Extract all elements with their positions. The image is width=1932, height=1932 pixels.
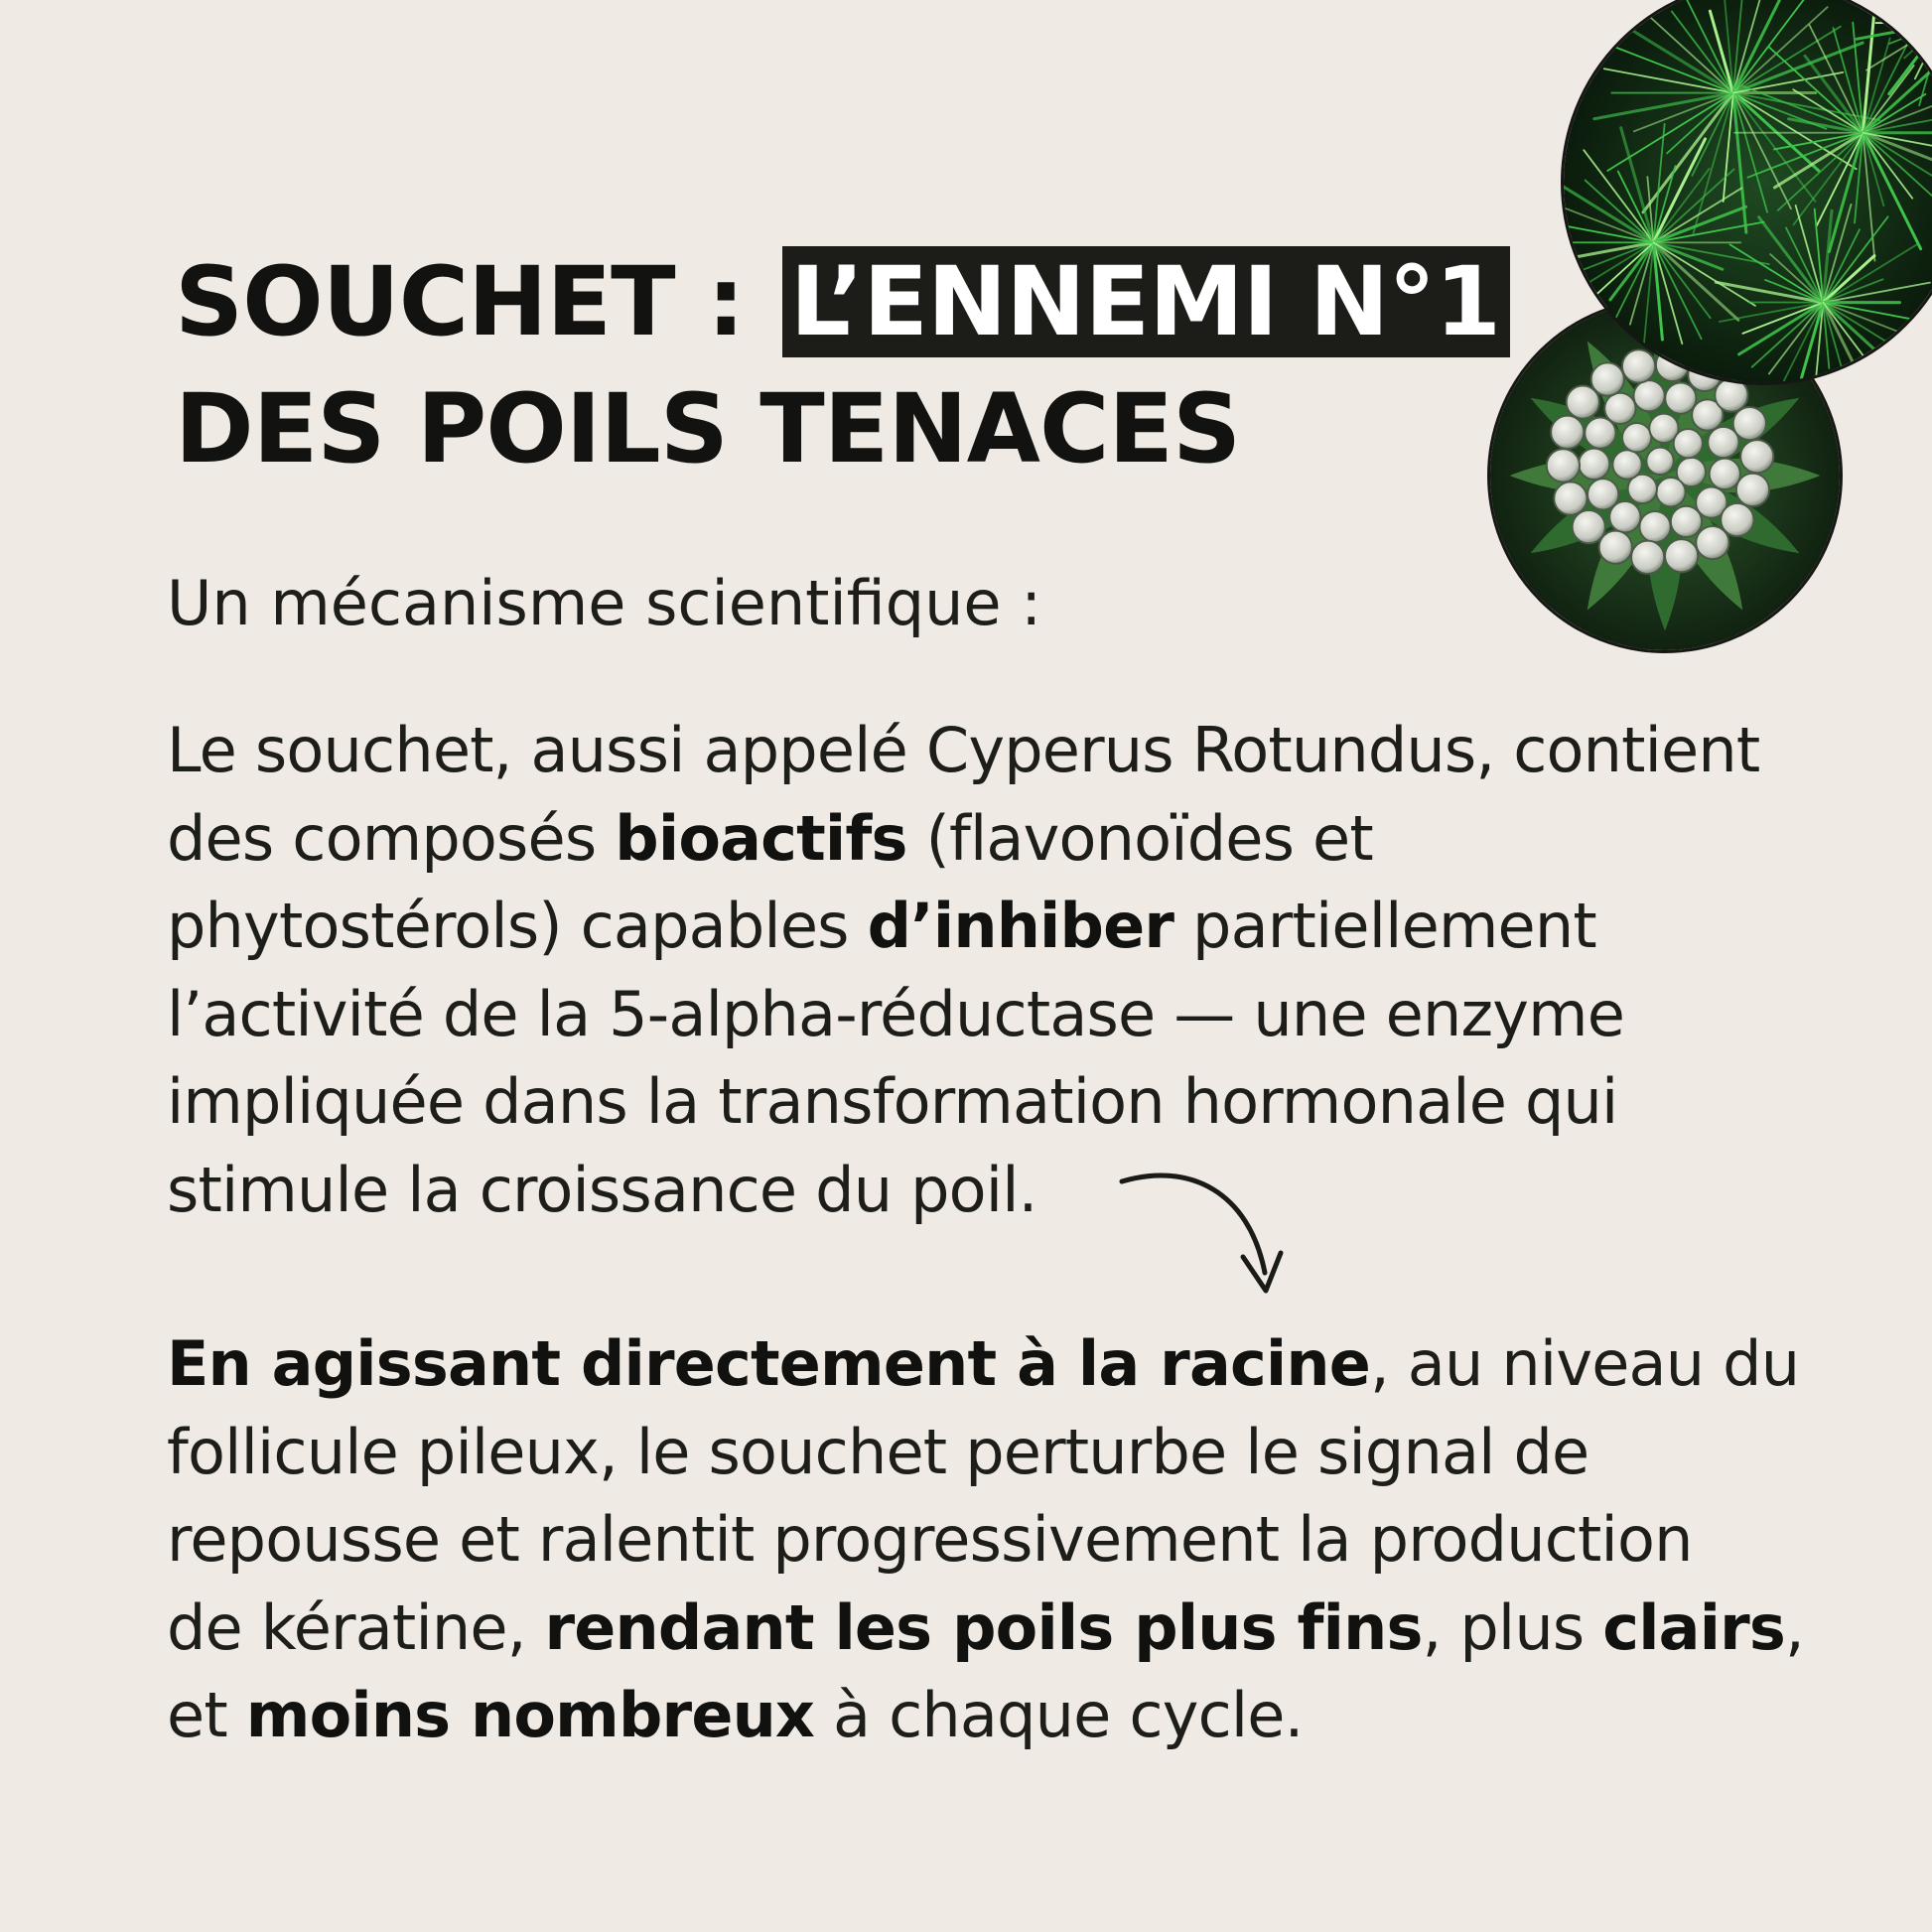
flower-bud [1612,450,1641,479]
text: phytostérols) capables [167,890,868,962]
plant-stem [1902,0,1932,23]
flower-bud [1733,407,1766,440]
text: de kératine, [167,1590,545,1664]
title-line-1 [175,238,1510,365]
p1-line: impliquée dans la transformation hormonale qui [167,1065,1618,1138]
flower-bud [1547,449,1580,482]
plant-stem [1927,0,1932,23]
flower-bud [1554,482,1587,514]
paragraph-mechanism [167,707,1795,1234]
emphasis: d’inhiber [867,890,1174,962]
p2-line [167,1320,1800,1409]
intro-text: Un mécanisme scientifique : [167,567,1042,639]
flower-bud [1736,474,1769,506]
flower-bud [1631,541,1664,574]
flower-bud [1599,531,1632,564]
text: des composés [167,801,616,875]
text: à chaque cycle. [814,1679,1304,1751]
flower-bud [1710,459,1740,489]
emphasis: moins nombreux [245,1679,815,1751]
flower-bud [1591,362,1624,395]
text: et [167,1679,246,1751]
flower-bud [1573,510,1605,543]
paragraph-effect [167,1320,1804,1760]
flower-bud [1579,449,1609,480]
text: , plus [1422,1590,1603,1664]
p2-line: repousse et ralentit progressivement la production [167,1503,1693,1576]
flower-bud [1665,539,1698,572]
flower-bud [1740,440,1773,473]
flower-bud [1587,479,1618,509]
p2-line [167,1585,1804,1673]
p1-line: stimule la croissance du poil. [167,1153,1037,1226]
text: , [1785,1590,1804,1664]
flower-bud [1604,393,1635,424]
p1-line [167,795,1795,884]
flower-bud [1622,349,1655,382]
flower-bud [1551,416,1584,449]
text: partiellement [1173,890,1596,962]
emphasis: clairs [1602,1590,1786,1664]
plant-stem [1904,0,1932,23]
flower-bud [1674,429,1703,458]
p1-line: l’activité de la 5-alpha-réductase — une enzyme [167,977,1625,1050]
emphasis: En agissant directement à la racine [167,1327,1370,1400]
flower-bud [1721,503,1753,536]
flower-bud [1633,380,1664,411]
flower-bud [1639,511,1670,542]
flower-bud [1671,506,1702,537]
curved-arrow-icon [1110,1162,1289,1320]
cyperus-plant-illustration [1564,0,1932,382]
flower-bud [1656,478,1685,506]
plant-stem [1872,0,1932,23]
page-title [175,238,1510,492]
title-prefix: SOUCHET : [175,246,745,357]
emphasis: bioactifs [615,801,907,875]
p1-line: Le souchet, aussi appelé Cyperus Rotundus, contient [167,714,1760,786]
title-line-2: DES POILS TENACES [175,373,1241,484]
flower-bud [1646,448,1673,475]
p2-line [167,1672,1795,1760]
text: (flavonoïdes et [906,801,1373,875]
plant-stem [1881,0,1932,23]
text: , au niveau du [1369,1327,1800,1400]
p1-line [167,883,1795,971]
plant-stem [1878,0,1932,23]
emphasis: rendant les poils plus fins [544,1590,1423,1664]
title-highlight: L’ENNEMI N°1 [782,246,1510,357]
p2-line: follicule pileux, le souchet perturbe le signal de [167,1415,1589,1488]
flower-bud [1622,423,1651,452]
flower-bud [1665,383,1696,414]
